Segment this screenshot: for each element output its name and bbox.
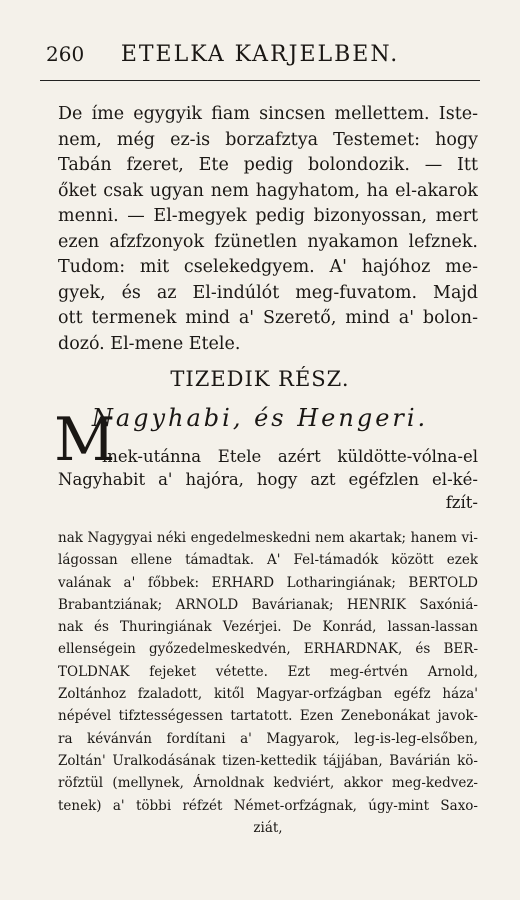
note-line: TOLDNAK fejeket vétette. Ezt meg-értvén Arnold, — [58, 663, 478, 680]
text-line-end: fzít- — [445, 493, 478, 512]
note-line: Brabantziának; ARNOLD Bavárianak; HENRIK Saxóniá- — [58, 596, 478, 613]
text-line: inek-utánna Etele azért küldötte-vólna-el — [102, 447, 478, 466]
note-line-last: ziát, — [253, 819, 283, 836]
footnote-block — [58, 527, 478, 839]
note-line: valának a' főbbek: ERHARD Lotharingiának; BERTOLD — [58, 574, 478, 591]
running-title: ETELKA KARJELBEN. — [120, 42, 400, 67]
note-line: Zoltán' Uralkodásának tizen-kettedik tájjában, Bavárián kö- — [58, 752, 478, 769]
text-line: De íme egygyik fiam sincsen mellettem. Iste- — [58, 104, 478, 124]
drop-cap: M — [54, 405, 116, 475]
text-line: ott termenek mind a' Szerető, mind a' bolon- — [58, 308, 478, 328]
note-line: nak Nagygyai néki engedelmeskedni nem akartak; hanem vi- — [58, 530, 478, 546]
note-line: tenek) a' többi réfzét Német-orfzágnak, úgy-mint Saxo- — [58, 797, 478, 814]
note-line: nak és Thuringiának Vezérjei. De Konrád, lassan-lassan — [58, 619, 478, 636]
text-line: Tabán fzeret, Ete pedig bolondozik. — Itt — [58, 155, 478, 175]
note-line: lágossan ellene támadtak. A' Fel-támadók között ezek — [58, 552, 478, 569]
text-line-last: dozó. El-mene Etele. — [58, 333, 241, 354]
text-line: gyek, és az El-indúlót meg-fuvatom. Majd — [58, 282, 478, 303]
page-number: 260 — [46, 42, 85, 66]
text-line: menni. — El-megyek pedig bizonyossan, mert — [58, 206, 478, 226]
chapter-opening — [102, 445, 478, 468]
text-line: Tudom: mit cselekedgyem. A' hajóhoz me- — [58, 257, 478, 277]
text-line: ezen afzfzonyok fzünetlen nyakamon lefznek. — [58, 231, 478, 252]
note-line: népével tifztességessen tartatott. Ezen Zenebonákat javok- — [58, 708, 478, 725]
note-line: röfztül (mellynek, Árnoldnak kedviért, akkor meg-kedvez- — [58, 775, 478, 792]
chapter-title: TIZEDIK RÉSZ. — [170, 367, 350, 391]
text-line: Nagyhabit a' hajóra, hogy azt egéfzlen el-ké- — [58, 470, 478, 489]
chapter-opening-cont — [58, 468, 478, 514]
note-line: Zoltánhoz fzaladott, kitől Magyar-orfzágban egéfz háza' — [58, 686, 478, 703]
letter-paragraph — [58, 102, 478, 357]
text-line: nem, még ez-is borzafztya Testemet: hogy — [58, 129, 478, 150]
chapter-subtitle: Nagyhabi, és Hengeri. — [91, 404, 429, 432]
note-line: ellenségein győzedelmeskedvén, ERHARDNAK, és BER- — [58, 641, 478, 658]
note-line: ra kévánván fordítani a' Magyarok, leg-is-leg-elsőben, — [58, 730, 478, 747]
page-header — [40, 42, 480, 72]
text-line: őket csak ugyan nem hagyhatom, ha el-akarok — [58, 180, 478, 201]
header-rule — [40, 80, 480, 81]
